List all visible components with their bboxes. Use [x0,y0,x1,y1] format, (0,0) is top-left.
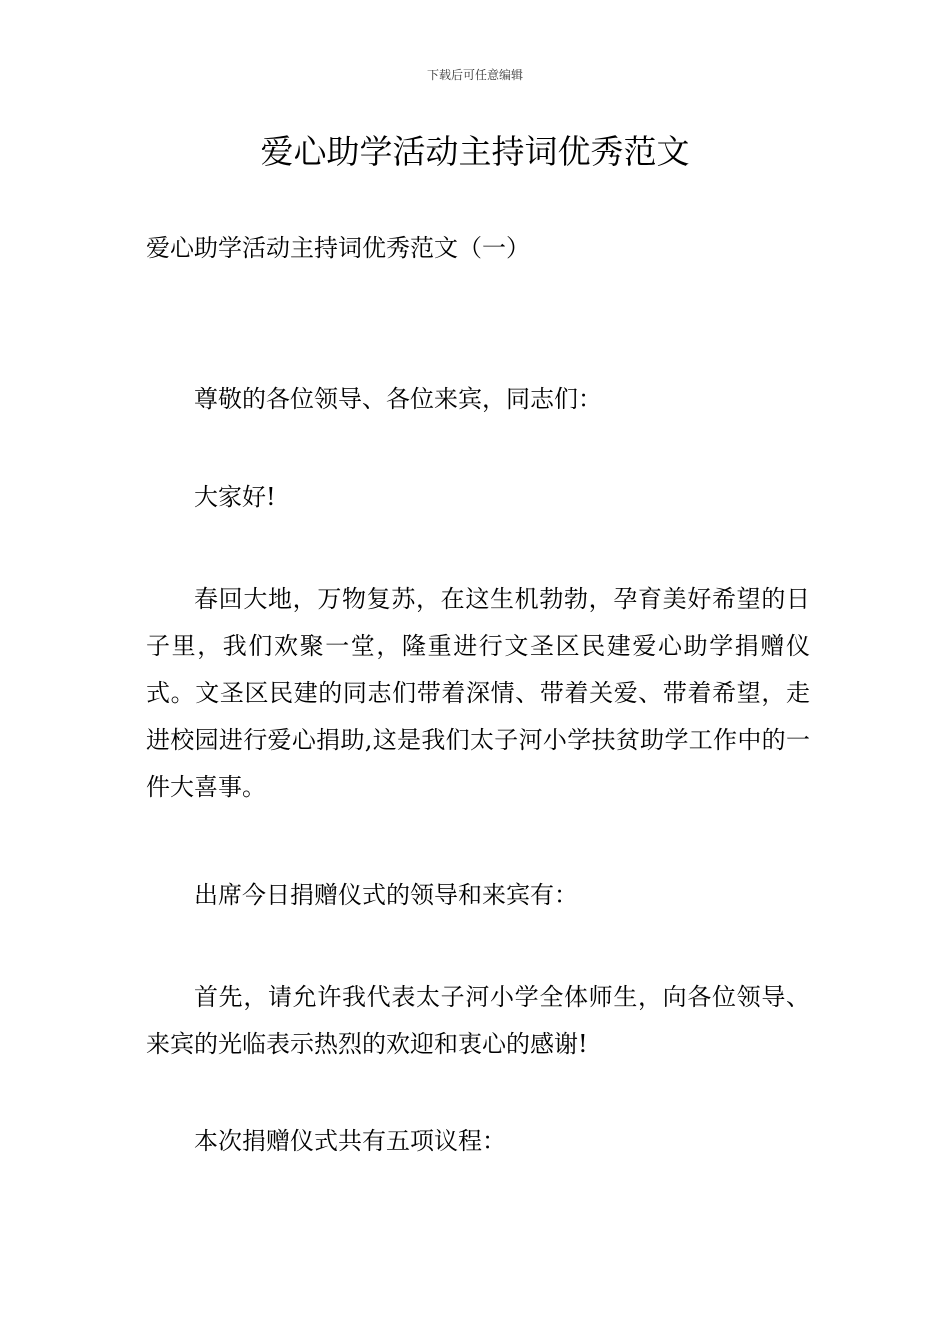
paragraph-intro: 春回大地，万物复苏，在这生机勃勃，孕育美好希望的日子里，我们欢聚一堂，隆重进行文圣区民建爱心助学捐赠仪式。文圣区民建的同志们带着深情、带着关爱、带着希望，走进校园进行爱心捐助,这是我们太子河小学扶贫助学工作中的一件大喜事。 [146,585,810,801]
paragraph-guests: 出席今日捐赠仪式的领导和来宾有： [194,881,578,909]
paragraph-agenda: 本次捐赠仪式共有五项议程： [194,1127,506,1155]
paragraph-hello: 大家好! [194,483,276,511]
paragraph-greeting: 尊敬的各位领导、各位来宾，同志们： [194,385,602,413]
document-title: 爱心助学活动主持词优秀范文 [260,132,690,171]
paragraph-welcome: 首先，请允许我代表太子河小学全体师生，向各位领导、来宾的光临表示热烈的欢迎和衷心的感谢! [146,983,810,1058]
header-note: 下载后可任意编辑 [426,68,523,82]
document-subtitle: 爱心助学活动主持词优秀范文（一） [146,234,530,262]
